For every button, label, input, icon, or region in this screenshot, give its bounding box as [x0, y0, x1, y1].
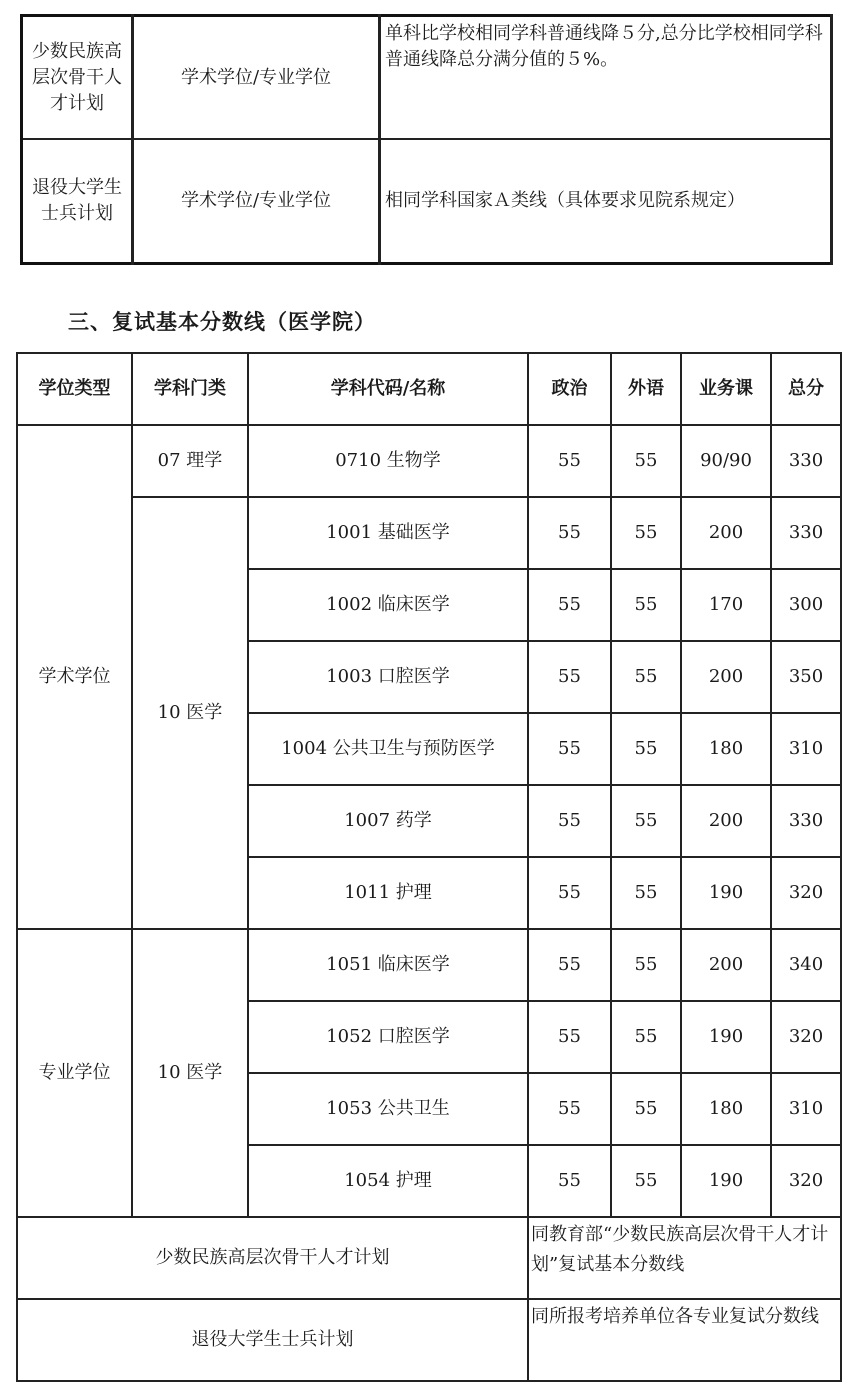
major-cell: 170	[681, 569, 771, 641]
total-cell: 330	[771, 785, 841, 857]
total-cell: 320	[771, 857, 841, 929]
plan-name: 退役大学生士兵计划	[17, 1299, 528, 1381]
total-cell: 320	[771, 1145, 841, 1217]
subject-cell: 1003 口腔医学	[248, 641, 528, 713]
header-category: 学科门类	[132, 353, 248, 425]
subject-cell: 1011 护理	[248, 857, 528, 929]
language-cell: 55	[611, 569, 681, 641]
total-cell: 300	[771, 569, 841, 641]
politics-cell: 55	[528, 785, 611, 857]
plan-requirement: 单科比学校相同学科普通线降５分,总分比学校相同学科普通线降总分满分值的５%。	[380, 16, 832, 140]
header-degree-type: 学位类型	[17, 353, 132, 425]
major-cell: 180	[681, 1073, 771, 1145]
major-cell: 90/90	[681, 425, 771, 497]
total-cell: 340	[771, 929, 841, 1001]
major-cell: 190	[681, 1145, 771, 1217]
total-cell: 330	[771, 425, 841, 497]
language-cell: 55	[611, 641, 681, 713]
subject-cell: 1001 基础医学	[248, 497, 528, 569]
total-cell: 330	[771, 497, 841, 569]
subject-cell: 1054 护理	[248, 1145, 528, 1217]
politics-cell: 55	[528, 1145, 611, 1217]
major-cell: 200	[681, 497, 771, 569]
subject-cell: 1053 公共卫生	[248, 1073, 528, 1145]
politics-cell: 55	[528, 1001, 611, 1073]
politics-cell: 55	[528, 1073, 611, 1145]
total-cell: 320	[771, 1001, 841, 1073]
table-row	[22, 16, 832, 140]
politics-cell: 55	[528, 497, 611, 569]
category-science: 07 理学	[132, 425, 248, 497]
politics-cell: 55	[528, 857, 611, 929]
plan-name: 少数民族高层次骨干人才计划	[22, 16, 133, 140]
score-table	[16, 352, 842, 1382]
language-cell: 55	[611, 1145, 681, 1217]
politics-cell: 55	[528, 713, 611, 785]
plan-note: 同所报考培养单位各专业复试分数线	[528, 1299, 841, 1381]
subject-cell: 1052 口腔医学	[248, 1001, 528, 1073]
major-cell: 200	[681, 641, 771, 713]
major-cell: 200	[681, 785, 771, 857]
table-row	[22, 139, 832, 264]
header-politics: 政治	[528, 353, 611, 425]
plan-name: 退役大学生士兵计划	[22, 139, 133, 264]
total-cell: 310	[771, 713, 841, 785]
subject-cell: 1002 临床医学	[248, 569, 528, 641]
language-cell: 55	[611, 713, 681, 785]
plan-note: 同教育部“少数民族高层次骨干人才计划”复试基本分数线	[528, 1217, 841, 1299]
header-total: 总分	[771, 353, 841, 425]
section-heading: 三、复试基本分数线（医学院）	[68, 310, 376, 334]
language-cell: 55	[611, 497, 681, 569]
subject-cell: 1004 公共卫生与预防医学	[248, 713, 528, 785]
subject-cell: 1007 药学	[248, 785, 528, 857]
header-subject: 学科代码/名称	[248, 353, 528, 425]
special-plan-table	[20, 14, 833, 265]
plan-name: 少数民族高层次骨干人才计划	[17, 1217, 528, 1299]
table-row	[17, 1299, 841, 1381]
degree-professional: 专业学位	[17, 929, 132, 1217]
header-language: 外语	[611, 353, 681, 425]
total-cell: 350	[771, 641, 841, 713]
table-row	[17, 929, 841, 1001]
table-row	[17, 497, 841, 569]
degree-type: 学术学位/专业学位	[133, 139, 380, 264]
politics-cell: 55	[528, 641, 611, 713]
major-cell: 200	[681, 929, 771, 1001]
major-cell: 190	[681, 1001, 771, 1073]
language-cell: 55	[611, 785, 681, 857]
politics-cell: 55	[528, 929, 611, 1001]
politics-cell: 55	[528, 569, 611, 641]
language-cell: 55	[611, 929, 681, 1001]
total-cell: 310	[771, 1073, 841, 1145]
major-cell: 180	[681, 713, 771, 785]
language-cell: 55	[611, 1001, 681, 1073]
language-cell: 55	[611, 857, 681, 929]
subject-cell: 1051 临床医学	[248, 929, 528, 1001]
major-cell: 190	[681, 857, 771, 929]
language-cell: 55	[611, 1073, 681, 1145]
header-major: 业务课	[681, 353, 771, 425]
table-row	[17, 1217, 841, 1299]
category-medicine: 10 医学	[132, 929, 248, 1217]
subject-cell: 0710 生物学	[248, 425, 528, 497]
plan-requirement: 相同学科国家Ａ类线（具体要求见院系规定）	[380, 139, 832, 264]
degree-academic: 学术学位	[17, 425, 132, 929]
table-row	[17, 425, 841, 497]
table-header-row	[17, 353, 841, 425]
degree-type: 学术学位/专业学位	[133, 16, 380, 140]
category-medicine: 10 医学	[132, 497, 248, 929]
politics-cell: 55	[528, 425, 611, 497]
language-cell: 55	[611, 425, 681, 497]
